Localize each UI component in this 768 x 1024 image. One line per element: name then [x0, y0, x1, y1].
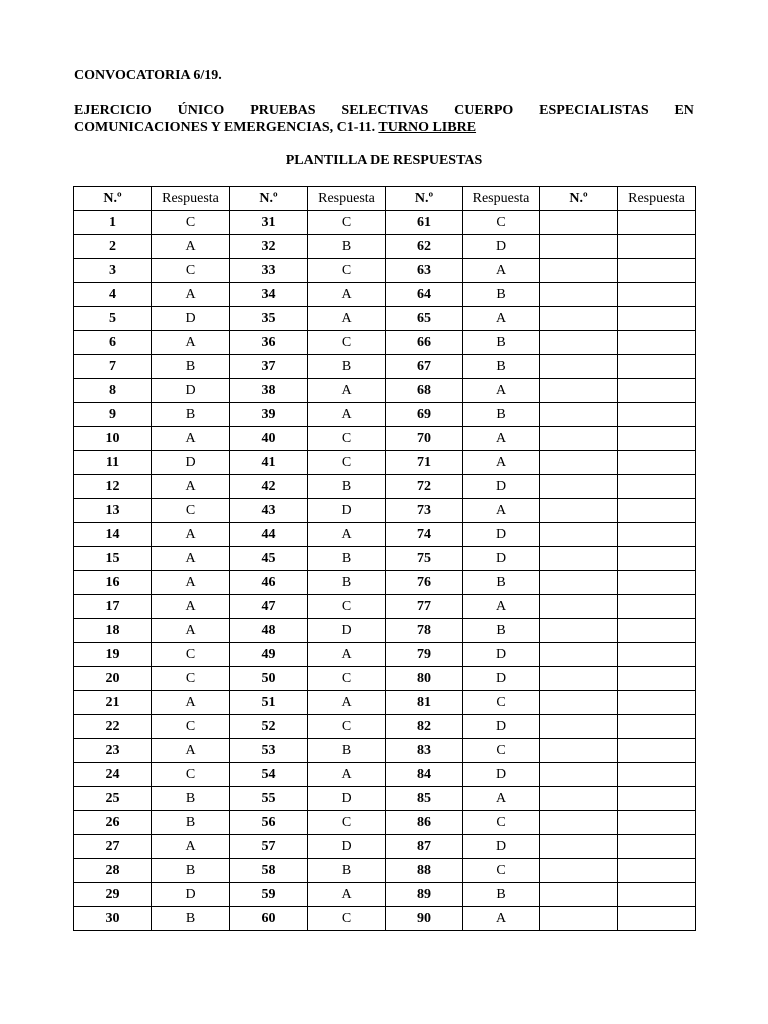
table-row — [74, 475, 696, 499]
question-number-cell: 36 — [230, 331, 308, 355]
answer-cell: A — [152, 235, 230, 259]
answer-cell: A — [308, 283, 386, 307]
answer-cell: B — [308, 859, 386, 883]
table-row — [74, 355, 696, 379]
question-number-cell: 87 — [386, 835, 463, 859]
question-number-cell: 12 — [74, 475, 152, 499]
answer-cell: A — [463, 427, 540, 451]
answer-cell: B — [152, 811, 230, 835]
exercise-title-word: ÚNICO — [177, 103, 225, 118]
exercise-title-line1 — [74, 102, 694, 119]
empty-number-cell — [540, 379, 618, 403]
answer-cell: D — [463, 235, 540, 259]
answer-cell: B — [152, 907, 230, 931]
empty-number-cell — [540, 715, 618, 739]
answer-table-body — [74, 211, 696, 931]
answer-cell: D — [463, 643, 540, 667]
question-number-cell: 69 — [386, 403, 463, 427]
empty-answer-cell — [618, 523, 696, 547]
answer-cell: C — [308, 331, 386, 355]
answer-cell: A — [152, 595, 230, 619]
question-number-cell: 25 — [74, 787, 152, 811]
answer-cell: A — [463, 787, 540, 811]
question-number-cell: 43 — [230, 499, 308, 523]
empty-answer-cell — [618, 355, 696, 379]
answer-cell: C — [463, 739, 540, 763]
question-number-cell: 86 — [386, 811, 463, 835]
question-number-cell: 45 — [230, 547, 308, 571]
table-row — [74, 667, 696, 691]
exercise-title-word: EN — [674, 103, 694, 118]
question-number-cell: 90 — [386, 907, 463, 931]
question-number-cell: 67 — [386, 355, 463, 379]
question-number-cell: 57 — [230, 835, 308, 859]
empty-answer-cell — [618, 379, 696, 403]
table-row — [74, 235, 696, 259]
question-number-cell: 31 — [230, 211, 308, 235]
empty-answer-cell — [618, 259, 696, 283]
answer-cell: D — [463, 667, 540, 691]
empty-number-cell — [540, 667, 618, 691]
question-number-cell: 15 — [74, 547, 152, 571]
empty-answer-cell — [618, 667, 696, 691]
answer-cell: A — [152, 835, 230, 859]
empty-answer-cell — [618, 787, 696, 811]
answer-cell: C — [152, 211, 230, 235]
question-number-cell: 55 — [230, 787, 308, 811]
answer-cell: C — [308, 667, 386, 691]
empty-number-cell — [540, 643, 618, 667]
empty-number-cell — [540, 595, 618, 619]
answer-cell: A — [463, 379, 540, 403]
answer-cell: B — [463, 619, 540, 643]
answer-template-title: PLANTILLA DE RESPUESTAS — [285, 153, 483, 168]
question-number-cell: 64 — [386, 283, 463, 307]
answer-cell: A — [308, 763, 386, 787]
empty-number-cell — [540, 811, 618, 835]
table-row — [74, 883, 696, 907]
answer-cell: B — [308, 235, 386, 259]
question-number-cell: 38 — [230, 379, 308, 403]
answer-cell: B — [463, 355, 540, 379]
question-number-cell: 75 — [386, 547, 463, 571]
empty-number-cell — [540, 763, 618, 787]
exercise-title-word: ESPECIALISTAS — [539, 103, 649, 118]
empty-answer-cell — [618, 691, 696, 715]
empty-number-cell — [540, 235, 618, 259]
question-number-cell: 30 — [74, 907, 152, 931]
question-number-cell: 19 — [74, 643, 152, 667]
question-number-cell: 66 — [386, 331, 463, 355]
table-row — [74, 283, 696, 307]
question-number-cell: 39 — [230, 403, 308, 427]
question-number-cell: 88 — [386, 859, 463, 883]
answer-cell: D — [308, 619, 386, 643]
answer-cell: D — [308, 835, 386, 859]
empty-number-cell — [540, 907, 618, 931]
table-row — [74, 403, 696, 427]
empty-answer-cell — [618, 451, 696, 475]
empty-number-cell — [540, 259, 618, 283]
empty-answer-cell — [618, 739, 696, 763]
column-header-number: N.º — [540, 187, 618, 211]
answer-cell: D — [308, 499, 386, 523]
table-row — [74, 739, 696, 763]
question-number-cell: 68 — [386, 379, 463, 403]
empty-answer-cell — [618, 763, 696, 787]
column-header-answer: Respuesta — [618, 187, 696, 211]
column-header-number: N.º — [386, 187, 463, 211]
table-row — [74, 307, 696, 331]
answer-cell: B — [152, 787, 230, 811]
question-number-cell: 24 — [74, 763, 152, 787]
table-row — [74, 835, 696, 859]
empty-answer-cell — [618, 475, 696, 499]
question-number-cell: 20 — [74, 667, 152, 691]
question-number-cell: 74 — [386, 523, 463, 547]
question-number-cell: 63 — [386, 259, 463, 283]
answer-cell: A — [308, 691, 386, 715]
empty-number-cell — [540, 883, 618, 907]
question-number-cell: 37 — [230, 355, 308, 379]
exercise-title-word: EJERCICIO — [74, 103, 152, 118]
empty-answer-cell — [618, 835, 696, 859]
empty-number-cell — [540, 451, 618, 475]
answer-cell: B — [308, 355, 386, 379]
empty-number-cell — [540, 547, 618, 571]
table-row — [74, 811, 696, 835]
question-number-cell: 61 — [386, 211, 463, 235]
answer-cell: C — [152, 259, 230, 283]
answer-cell: B — [152, 355, 230, 379]
question-number-cell: 40 — [230, 427, 308, 451]
table-row — [74, 763, 696, 787]
empty-number-cell — [540, 619, 618, 643]
answer-table — [73, 186, 696, 931]
table-row — [74, 523, 696, 547]
table-row — [74, 427, 696, 451]
question-number-cell: 6 — [74, 331, 152, 355]
question-number-cell: 41 — [230, 451, 308, 475]
empty-answer-cell — [618, 211, 696, 235]
table-row — [74, 259, 696, 283]
empty-number-cell — [540, 523, 618, 547]
question-number-cell: 85 — [386, 787, 463, 811]
answer-cell: D — [463, 547, 540, 571]
question-number-cell: 78 — [386, 619, 463, 643]
question-number-cell: 2 — [74, 235, 152, 259]
column-header-answer: Respuesta — [463, 187, 540, 211]
empty-number-cell — [540, 283, 618, 307]
empty-answer-cell — [618, 907, 696, 931]
empty-number-cell — [540, 403, 618, 427]
answer-cell: D — [152, 451, 230, 475]
question-number-cell: 72 — [386, 475, 463, 499]
column-header-answer: Respuesta — [152, 187, 230, 211]
question-number-cell: 33 — [230, 259, 308, 283]
question-number-cell: 29 — [74, 883, 152, 907]
answer-cell: B — [308, 547, 386, 571]
exercise-title-word: PRUEBAS — [250, 103, 316, 118]
answer-cell: B — [152, 859, 230, 883]
answer-cell: A — [152, 331, 230, 355]
empty-answer-cell — [618, 595, 696, 619]
answer-cell: A — [308, 307, 386, 331]
answer-cell: C — [308, 451, 386, 475]
answer-cell: B — [308, 739, 386, 763]
empty-answer-cell — [618, 235, 696, 259]
empty-answer-cell — [618, 283, 696, 307]
question-number-cell: 17 — [74, 595, 152, 619]
answer-cell: C — [152, 499, 230, 523]
empty-answer-cell — [618, 547, 696, 571]
empty-number-cell — [540, 475, 618, 499]
answer-cell: C — [308, 259, 386, 283]
question-number-cell: 14 — [74, 523, 152, 547]
question-number-cell: 62 — [386, 235, 463, 259]
answer-cell: C — [463, 691, 540, 715]
answer-cell: B — [308, 475, 386, 499]
question-number-cell: 34 — [230, 283, 308, 307]
empty-answer-cell — [618, 331, 696, 355]
answer-cell: A — [308, 643, 386, 667]
answer-cell: D — [308, 787, 386, 811]
column-header-number: N.º — [74, 187, 152, 211]
question-number-cell: 59 — [230, 883, 308, 907]
question-number-cell: 73 — [386, 499, 463, 523]
answer-cell: A — [152, 691, 230, 715]
answer-cell: D — [463, 523, 540, 547]
question-number-cell: 22 — [74, 715, 152, 739]
question-number-cell: 4 — [74, 283, 152, 307]
table-row — [74, 859, 696, 883]
question-number-cell: 48 — [230, 619, 308, 643]
question-number-cell: 42 — [230, 475, 308, 499]
question-number-cell: 52 — [230, 715, 308, 739]
table-row — [74, 331, 696, 355]
question-number-cell: 3 — [74, 259, 152, 283]
answer-cell: C — [463, 211, 540, 235]
question-number-cell: 10 — [74, 427, 152, 451]
question-number-cell: 5 — [74, 307, 152, 331]
answer-cell: C — [152, 643, 230, 667]
answer-cell: C — [152, 763, 230, 787]
question-number-cell: 35 — [230, 307, 308, 331]
table-row — [74, 715, 696, 739]
answer-cell: A — [463, 907, 540, 931]
exercise-title-line2 — [74, 119, 694, 136]
question-number-cell: 50 — [230, 667, 308, 691]
table-row — [74, 451, 696, 475]
answer-cell: B — [463, 571, 540, 595]
question-number-cell: 7 — [74, 355, 152, 379]
question-number-cell: 13 — [74, 499, 152, 523]
exercise-title-word: CUERPO — [454, 103, 514, 118]
answer-cell: A — [308, 523, 386, 547]
column-header-answer: Respuesta — [308, 187, 386, 211]
empty-answer-cell — [618, 643, 696, 667]
question-number-cell: 58 — [230, 859, 308, 883]
turno-libre-label: TURNO LIBRE — [378, 120, 477, 135]
question-number-cell: 89 — [386, 883, 463, 907]
answer-cell: A — [152, 571, 230, 595]
question-number-cell: 8 — [74, 379, 152, 403]
question-number-cell: 56 — [230, 811, 308, 835]
question-number-cell: 9 — [74, 403, 152, 427]
answer-cell: C — [308, 595, 386, 619]
question-number-cell: 1 — [74, 211, 152, 235]
table-row — [74, 499, 696, 523]
question-number-cell: 53 — [230, 739, 308, 763]
empty-answer-cell — [618, 619, 696, 643]
question-number-cell: 26 — [74, 811, 152, 835]
question-number-cell: 18 — [74, 619, 152, 643]
answer-cell: A — [152, 283, 230, 307]
table-row — [74, 787, 696, 811]
question-number-cell: 76 — [386, 571, 463, 595]
answer-cell: A — [152, 619, 230, 643]
convocatoria-title: CONVOCATORIA 6/19. — [74, 68, 222, 83]
empty-number-cell — [540, 499, 618, 523]
question-number-cell: 70 — [386, 427, 463, 451]
empty-number-cell — [540, 307, 618, 331]
answer-cell: C — [308, 715, 386, 739]
exercise-title-word: SELECTIVAS — [341, 103, 429, 118]
empty-number-cell — [540, 787, 618, 811]
answer-cell: B — [463, 403, 540, 427]
empty-number-cell — [540, 859, 618, 883]
answer-cell: C — [308, 211, 386, 235]
table-row — [74, 643, 696, 667]
question-number-cell: 51 — [230, 691, 308, 715]
empty-answer-cell — [618, 307, 696, 331]
question-number-cell: 82 — [386, 715, 463, 739]
empty-answer-cell — [618, 811, 696, 835]
answer-cell: C — [308, 427, 386, 451]
question-number-cell: 81 — [386, 691, 463, 715]
question-number-cell: 44 — [230, 523, 308, 547]
answer-cell: C — [308, 811, 386, 835]
table-row — [74, 211, 696, 235]
question-number-cell: 83 — [386, 739, 463, 763]
question-number-cell: 54 — [230, 763, 308, 787]
answer-cell: A — [463, 307, 540, 331]
question-number-cell: 23 — [74, 739, 152, 763]
empty-number-cell — [540, 355, 618, 379]
answer-cell: A — [308, 883, 386, 907]
answer-cell: C — [463, 859, 540, 883]
answer-cell: A — [463, 499, 540, 523]
question-number-cell: 11 — [74, 451, 152, 475]
answer-cell: D — [463, 835, 540, 859]
question-number-cell: 60 — [230, 907, 308, 931]
table-row — [74, 907, 696, 931]
answer-cell: B — [152, 403, 230, 427]
empty-number-cell — [540, 691, 618, 715]
question-number-cell: 65 — [386, 307, 463, 331]
answer-cell: D — [463, 475, 540, 499]
answer-cell: C — [152, 667, 230, 691]
question-number-cell: 27 — [74, 835, 152, 859]
empty-number-cell — [540, 331, 618, 355]
question-number-cell: 84 — [386, 763, 463, 787]
empty-answer-cell — [618, 883, 696, 907]
answer-cell: A — [308, 403, 386, 427]
question-number-cell: 80 — [386, 667, 463, 691]
answer-cell: A — [152, 475, 230, 499]
question-number-cell: 79 — [386, 643, 463, 667]
empty-number-cell — [540, 427, 618, 451]
table-row — [74, 547, 696, 571]
question-number-cell: 21 — [74, 691, 152, 715]
answer-cell: C — [308, 907, 386, 931]
question-number-cell: 28 — [74, 859, 152, 883]
question-number-cell: 16 — [74, 571, 152, 595]
question-number-cell: 49 — [230, 643, 308, 667]
exercise-subtitle: COMUNICACIONES Y EMERGENCIAS, C1-11. — [74, 120, 376, 135]
answer-cell: A — [152, 739, 230, 763]
answer-cell: A — [308, 379, 386, 403]
answer-cell: B — [463, 883, 540, 907]
empty-number-cell — [540, 739, 618, 763]
column-header-number: N.º — [230, 187, 308, 211]
answer-cell: A — [463, 259, 540, 283]
answer-cell: B — [308, 571, 386, 595]
exercise-title — [74, 102, 694, 136]
answer-cell: C — [152, 715, 230, 739]
table-row — [74, 379, 696, 403]
empty-answer-cell — [618, 427, 696, 451]
empty-number-cell — [540, 211, 618, 235]
answer-cell: A — [152, 523, 230, 547]
empty-answer-cell — [618, 715, 696, 739]
answer-cell: A — [152, 547, 230, 571]
empty-answer-cell — [618, 859, 696, 883]
table-header-row — [74, 187, 696, 211]
answer-cell: B — [463, 331, 540, 355]
question-number-cell: 47 — [230, 595, 308, 619]
answer-cell: A — [463, 595, 540, 619]
table-row — [74, 619, 696, 643]
table-row — [74, 595, 696, 619]
empty-answer-cell — [618, 499, 696, 523]
answer-cell: D — [152, 379, 230, 403]
answer-cell: A — [152, 427, 230, 451]
answer-cell: D — [463, 763, 540, 787]
answer-cell: D — [152, 307, 230, 331]
question-number-cell: 32 — [230, 235, 308, 259]
empty-number-cell — [540, 571, 618, 595]
answer-cell: D — [463, 715, 540, 739]
table-row — [74, 571, 696, 595]
question-number-cell: 46 — [230, 571, 308, 595]
question-number-cell: 71 — [386, 451, 463, 475]
empty-answer-cell — [618, 571, 696, 595]
empty-number-cell — [540, 835, 618, 859]
answer-cell: B — [463, 283, 540, 307]
answer-cell: A — [463, 451, 540, 475]
question-number-cell: 77 — [386, 595, 463, 619]
answer-cell: D — [152, 883, 230, 907]
table-row — [74, 691, 696, 715]
answer-cell: C — [463, 811, 540, 835]
empty-answer-cell — [618, 403, 696, 427]
